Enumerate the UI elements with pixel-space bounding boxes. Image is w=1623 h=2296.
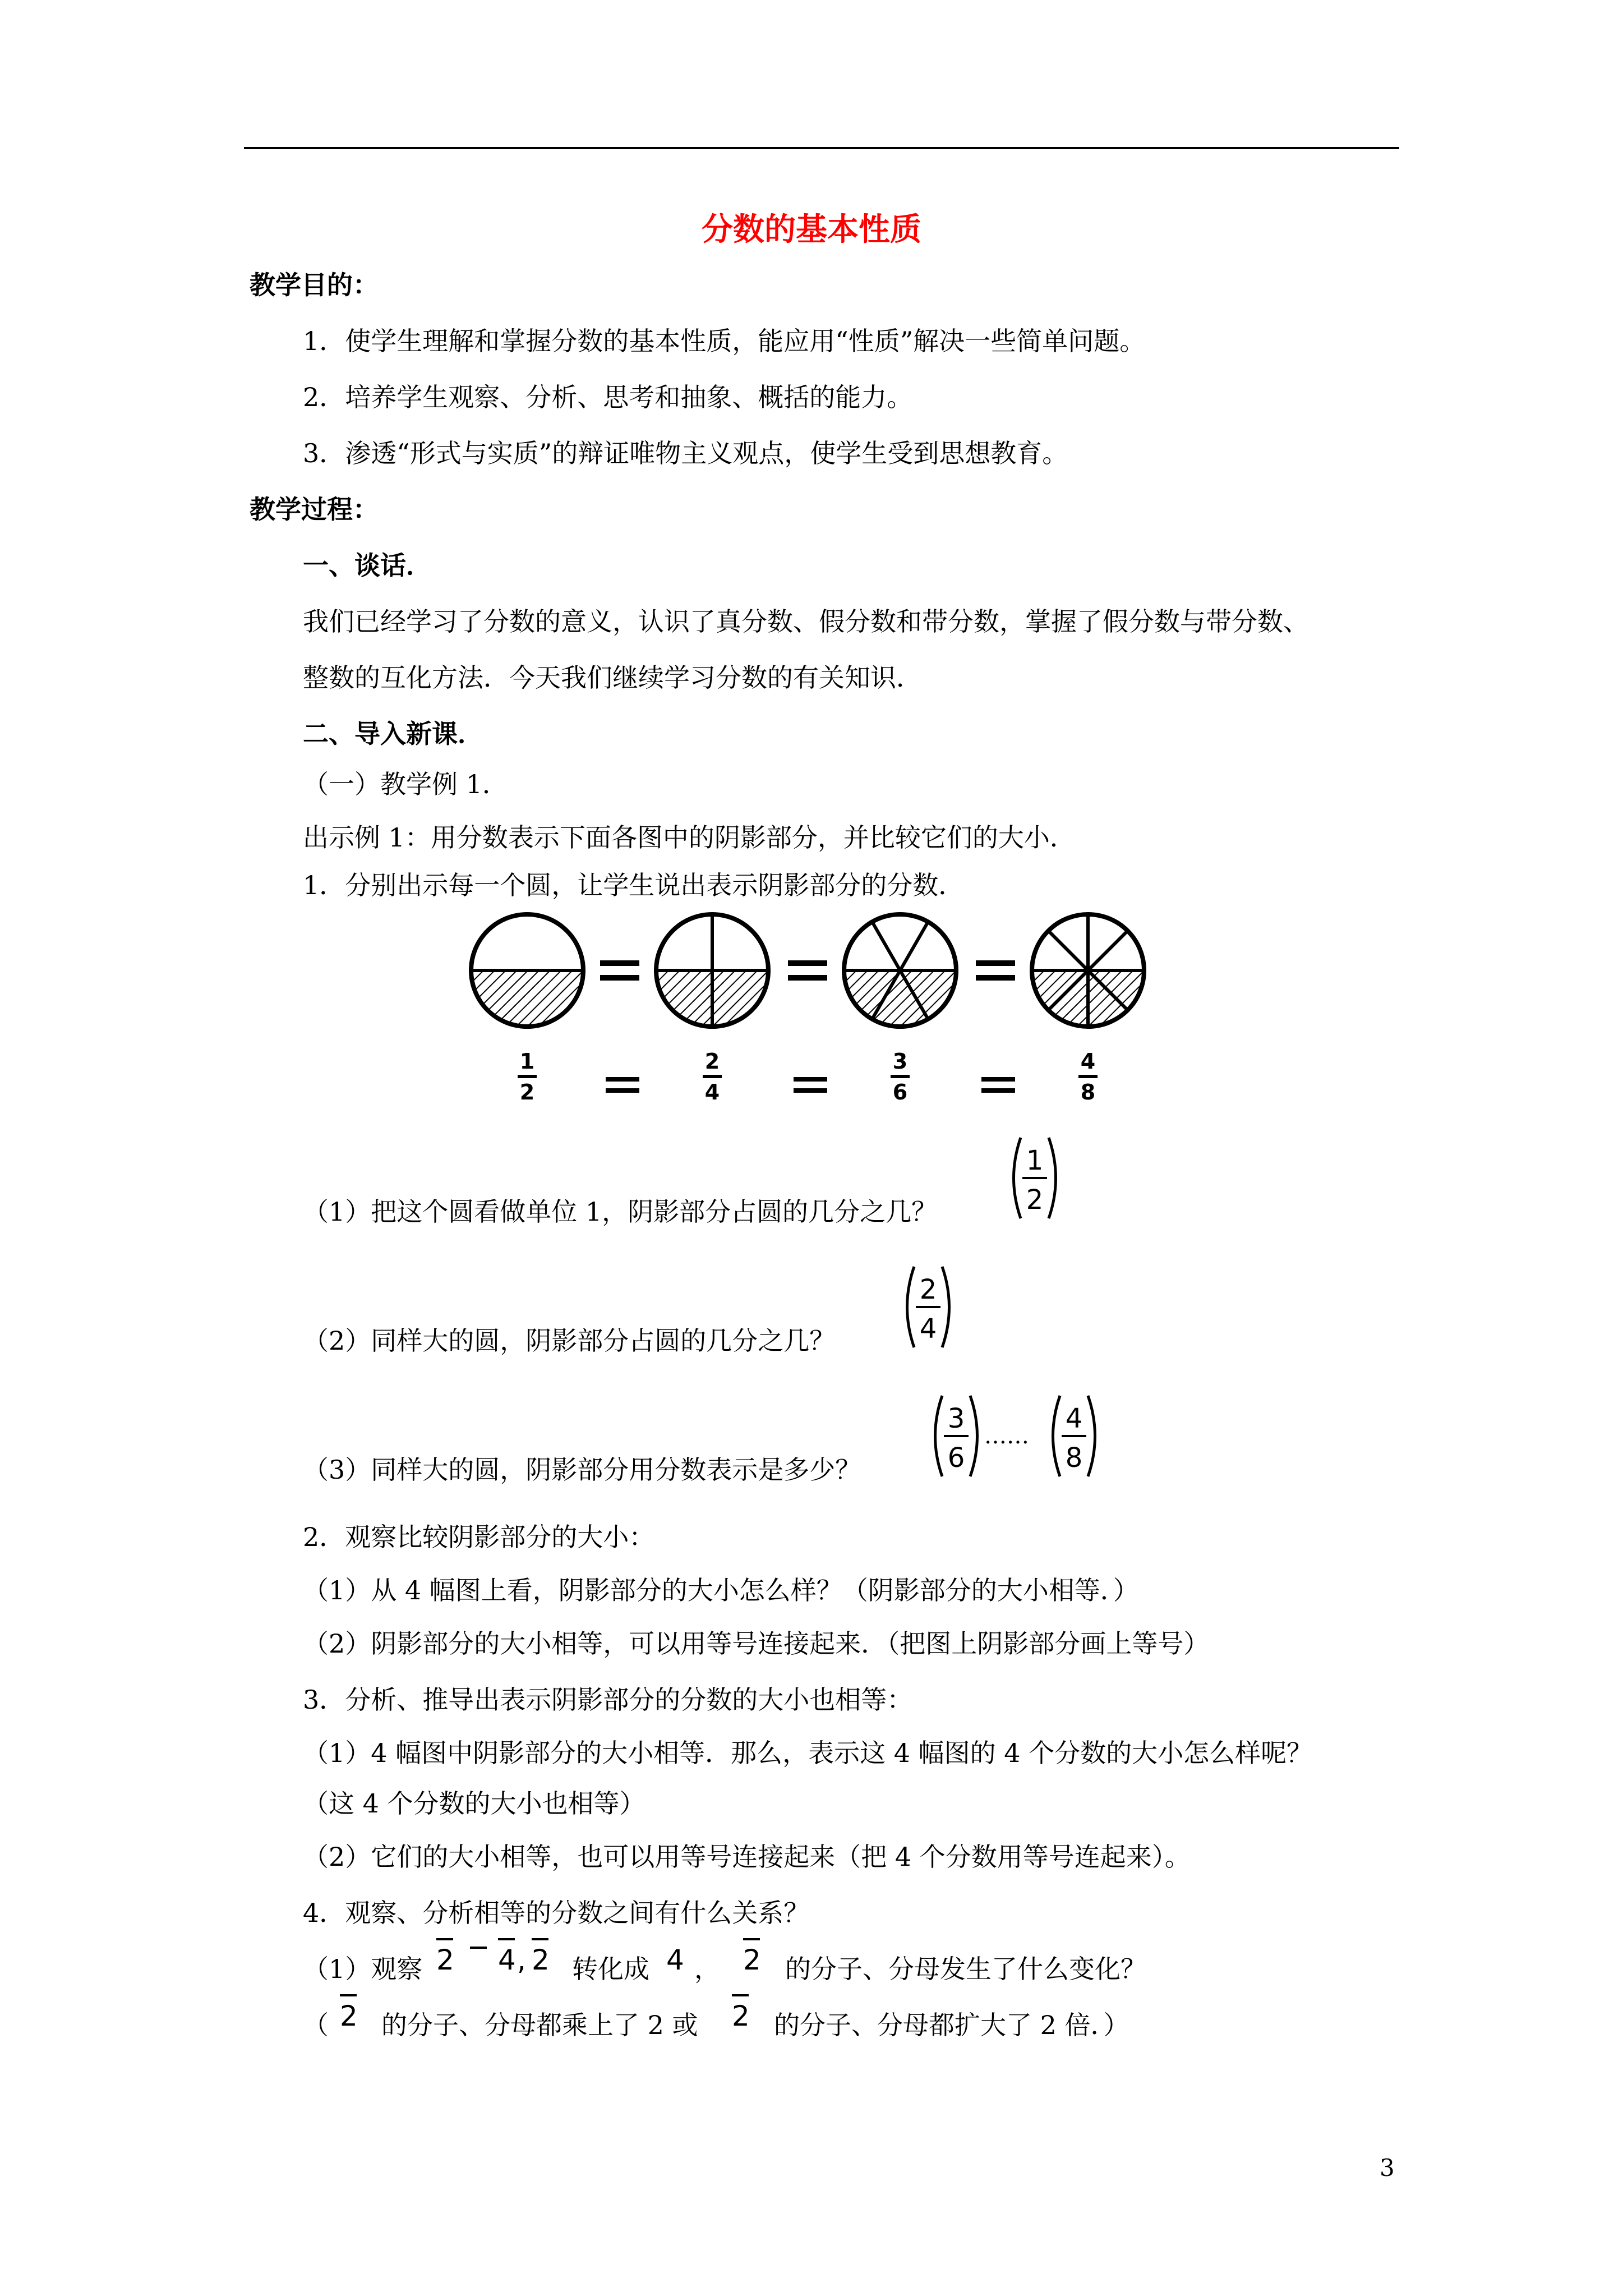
svg-text:4: 4 (1065, 1403, 1083, 1434)
step2-heading: 2．观察比较阴影部分的大小： (303, 1522, 655, 1552)
svg-text:4: 4 (704, 1080, 720, 1105)
header-rule (244, 147, 1399, 149)
svg-text:4: 4 (919, 1313, 937, 1345)
goal-1: 1．使学生理解和掌握分数的基本性质，能应用“性质”解决一些简单问题。 (303, 326, 1146, 356)
question-1: （1）把这个圆看做单位 1，阴影部分占圆的几分之几？ (303, 1197, 938, 1227)
fraction-label (891, 1049, 910, 1105)
step3-item-2: （这 4 个分数的大小也相等） (303, 1788, 645, 1819)
section1-heading: 一、谈话． (303, 550, 432, 581)
answer-3-dots: …… (984, 1423, 1029, 1449)
step3-heading: 3．分析、推导出表示阴影部分的分数的大小也相等： (303, 1685, 913, 1715)
fraction-fragment: 4 (666, 1944, 684, 1976)
equals-sign (981, 1077, 1015, 1093)
equals-sign (794, 1077, 827, 1093)
equals-sign (606, 1077, 639, 1093)
svg-text:2: 2 (919, 1274, 937, 1305)
circle-quarters (656, 914, 768, 1027)
step2-item-1: （1）从 4 幅图上看，阴影部分的大小怎么样？（阴影部分的大小相等．） (303, 1575, 1139, 1605)
section1-text-2: 整数的互化方法．今天我们继续学习分数的有关知识． (303, 662, 922, 693)
section2-heading: 二、导入新课． (303, 719, 483, 749)
circle-halves (471, 914, 583, 1027)
fraction-label (1078, 1049, 1098, 1105)
question-2: （2）同样大的圆，阴影部分占圆的几分之几？ (303, 1326, 836, 1356)
equals-sign (788, 960, 827, 981)
svg-text:3: 3 (947, 1403, 965, 1434)
equals-sign (976, 960, 1015, 981)
comma: , (517, 1944, 526, 1976)
step3-item-1: （1）4 幅图中阴影部分的大小相等．那么，表示这 4 幅图的 4 个分数的大小怎么样呢？ (303, 1738, 1313, 1768)
equals-sign (600, 960, 639, 981)
process-heading: 教学过程： (250, 494, 379, 524)
question-3: （3）同样大的圆，阴影部分用分数表示是多少？ (303, 1455, 861, 1485)
page-title: 分数的基本性质 (702, 211, 921, 248)
svg-text:1: 1 (519, 1049, 535, 1074)
circles-figure (457, 909, 1186, 1116)
svg-text:8: 8 (1080, 1080, 1096, 1105)
example-text: 出示例 1：用分数表示下面各图中的阴影部分，并比较它们的大小． (303, 822, 1076, 853)
svg-text:2: 2 (1026, 1184, 1044, 1216)
svg-text:3: 3 (892, 1049, 908, 1074)
goal-3: 3．渗透“形式与实质”的辩证唯物主义观点，使学生受到思想教育。 (303, 438, 1068, 468)
fraction-label (518, 1049, 537, 1105)
svg-text:6: 6 (892, 1080, 908, 1105)
fraction-label (703, 1049, 722, 1105)
answer-2-fraction (897, 1262, 959, 1352)
step2-item-2: （2）阴影部分的大小相等，可以用等号连接起来．（把图上阴影部分画上等号） (303, 1628, 1210, 1659)
svg-text:4: 4 (1080, 1049, 1096, 1074)
step4-heading: 4．观察、分析相等的分数之间有什么关系？ (303, 1898, 810, 1928)
sub-heading-1: （一）教学例 1． (303, 769, 508, 799)
section1-text-1: 我们已经学习了分数的意义，认识了真分数、假分数和带分数，掌握了假分数与带分数、 (303, 606, 1309, 637)
svg-text:1: 1 (1026, 1145, 1044, 1176)
minus-dash (470, 1947, 487, 1949)
goals-heading: 教学目的： (250, 270, 379, 300)
step3-item-3: （2）它们的大小相等，也可以用等号连接起来（把 4 个分数用等号连起来）。 (303, 1842, 1191, 1872)
svg-text:8: 8 (1065, 1442, 1083, 1474)
page-number: 3 (1380, 2154, 1395, 2182)
step1-text: 1．分别出示每一个圆，让学生说出表示阴影部分的分数． (303, 870, 965, 900)
svg-text:6: 6 (947, 1442, 965, 1474)
goal-2: 2．培养学生观察、分析、思考和抽象、概括的能力。 (303, 382, 913, 412)
svg-text:2: 2 (704, 1049, 720, 1074)
circle-eighths (1032, 914, 1144, 1027)
answer-3a-fraction (925, 1391, 987, 1481)
svg-text:2: 2 (519, 1080, 535, 1105)
answer-3b-fraction (1043, 1391, 1105, 1481)
circles-svg (457, 909, 1186, 1116)
circle-sixths (844, 914, 956, 1027)
answer-1-fraction (1004, 1133, 1066, 1223)
